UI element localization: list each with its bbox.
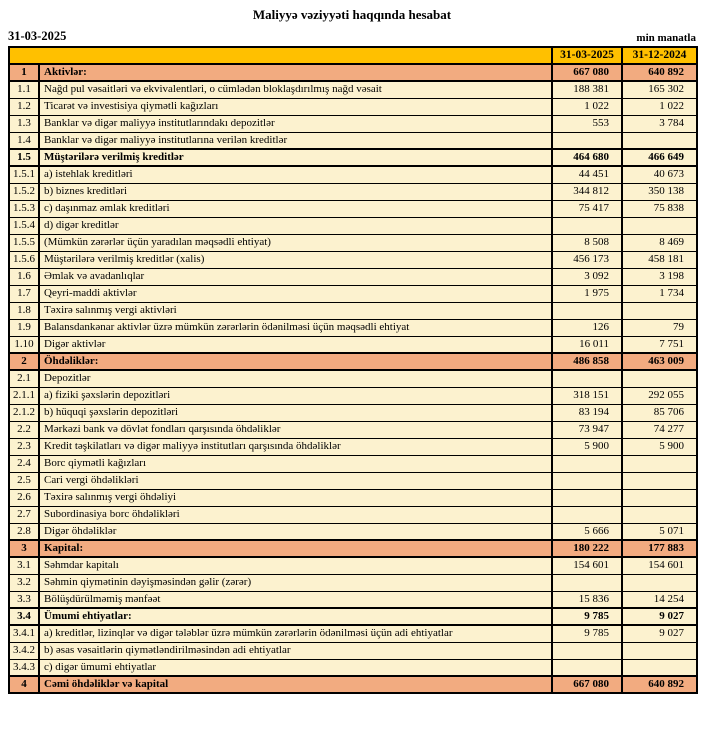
table-row <box>9 353 697 370</box>
table-row <box>9 149 697 166</box>
row-value-current <box>552 659 622 676</box>
row-label: Müştərilərə verilmiş kreditlər (xalis) <box>39 251 552 268</box>
row-label: Cəmi öhdəliklər və kapital <box>39 676 552 693</box>
row-value-previous: 14 254 <box>622 591 697 608</box>
row-label: Kapital: <box>39 540 552 557</box>
row-value-current: 667 080 <box>552 676 622 693</box>
row-value-previous: 154 601 <box>622 557 697 574</box>
row-value-previous: 640 892 <box>622 64 697 81</box>
row-value-previous: 350 138 <box>622 183 697 200</box>
table-row <box>9 98 697 115</box>
row-code: 4 <box>9 676 39 693</box>
row-value-current: 44 451 <box>552 166 622 183</box>
row-value-previous: 640 892 <box>622 676 697 693</box>
row-label: Banklar və digər maliyyə institutlarındakı depozitlər <box>39 115 552 132</box>
row-value-current <box>552 455 622 472</box>
row-value-current: 318 151 <box>552 387 622 404</box>
table-row <box>9 336 697 353</box>
table-row <box>9 421 697 438</box>
report-date: 31-03-2025 <box>8 29 67 43</box>
row-label: Digər aktivlər <box>39 336 552 353</box>
row-code: 3.4 <box>9 608 39 625</box>
row-value-current: 75 417 <box>552 200 622 217</box>
row-value-previous: 5 071 <box>622 523 697 540</box>
row-code: 1.10 <box>9 336 39 353</box>
row-code: 3.4.1 <box>9 625 39 642</box>
table-row <box>9 115 697 132</box>
table-row <box>9 608 697 625</box>
row-value-current: 154 601 <box>552 557 622 574</box>
row-value-previous: 165 302 <box>622 81 697 98</box>
row-code: 1.5.3 <box>9 200 39 217</box>
row-code: 3 <box>9 540 39 557</box>
row-label: Səhmdar kapitalı <box>39 557 552 574</box>
row-label: Öhdəliklər: <box>39 353 552 370</box>
row-value-current <box>552 132 622 149</box>
row-value-current: 3 092 <box>552 268 622 285</box>
row-value-current <box>552 302 622 319</box>
row-label: Ticarət və investisiya qiymətli kağızları <box>39 98 552 115</box>
table-row <box>9 557 697 574</box>
row-value-previous: 466 649 <box>622 149 697 166</box>
row-code: 3.4.3 <box>9 659 39 676</box>
table-row <box>9 166 697 183</box>
row-value-previous: 5 900 <box>622 438 697 455</box>
row-value-previous: 8 469 <box>622 234 697 251</box>
row-code: 3.2 <box>9 574 39 591</box>
table-row <box>9 268 697 285</box>
row-value-current: 464 680 <box>552 149 622 166</box>
row-label: Təxirə salınmış vergi öhdəliyi <box>39 489 552 506</box>
row-value-current <box>552 574 622 591</box>
row-value-previous <box>622 217 697 234</box>
row-code: 1.7 <box>9 285 39 302</box>
row-label: b) əsas vəsaitlərin qiymətləndirilməsindən adi ehtiyatlar <box>39 642 552 659</box>
row-label: b) hüquqi şəxslərin depozitləri <box>39 404 552 421</box>
table-row <box>9 387 697 404</box>
row-code: 2.7 <box>9 506 39 523</box>
row-value-current: 9 785 <box>552 625 622 642</box>
row-value-current: 5 900 <box>552 438 622 455</box>
row-code: 3.1 <box>9 557 39 574</box>
row-value-current: 9 785 <box>552 608 622 625</box>
row-label: Banklar və digər maliyyə institutlarına verilən kreditlər <box>39 132 552 149</box>
row-label: Təxirə salınmış vergi aktivləri <box>39 302 552 319</box>
table-row <box>9 183 697 200</box>
row-label: a) istehlak kreditləri <box>39 166 552 183</box>
row-value-previous: 40 673 <box>622 166 697 183</box>
row-label: Mərkəzi bank və dövlət fondları qarşısında öhdəliklər <box>39 421 552 438</box>
row-code: 2.6 <box>9 489 39 506</box>
financial-position-table <box>8 46 698 694</box>
table-row <box>9 523 697 540</box>
row-code: 2.3 <box>9 438 39 455</box>
row-value-previous: 3 198 <box>622 268 697 285</box>
row-code: 1.3 <box>9 115 39 132</box>
row-label: Cari vergi öhdəlikləri <box>39 472 552 489</box>
row-value-previous: 7 751 <box>622 336 697 353</box>
row-label: Müştərilərə verilmiş kreditlər <box>39 149 552 166</box>
row-code: 2.8 <box>9 523 39 540</box>
table-row <box>9 472 697 489</box>
table-row <box>9 591 697 608</box>
row-value-current: 73 947 <box>552 421 622 438</box>
table-row <box>9 319 697 336</box>
row-value-previous <box>622 659 697 676</box>
table-row <box>9 217 697 234</box>
row-value-previous: 85 706 <box>622 404 697 421</box>
row-label: Balansdankənar aktivlər üzrə mümkün zərərlərin ödənilməsi üçün məqsədli ehtiyat <box>39 319 552 336</box>
row-code: 1.5.2 <box>9 183 39 200</box>
row-code: 2 <box>9 353 39 370</box>
row-code: 1.4 <box>9 132 39 149</box>
row-value-previous <box>622 489 697 506</box>
row-value-current <box>552 472 622 489</box>
row-code: 1.5.4 <box>9 217 39 234</box>
row-value-previous <box>622 574 697 591</box>
row-value-current: 5 666 <box>552 523 622 540</box>
row-value-current: 1 022 <box>552 98 622 115</box>
table-row <box>9 132 697 149</box>
row-label: Əmlak və avadanlıqlar <box>39 268 552 285</box>
table-row <box>9 200 697 217</box>
table-row <box>9 676 697 693</box>
table-row <box>9 81 697 98</box>
row-code: 1.5.1 <box>9 166 39 183</box>
table-row <box>9 574 697 591</box>
row-label: Ümumi ehtiyatlar: <box>39 608 552 625</box>
table-row <box>9 251 697 268</box>
row-code: 3.4.2 <box>9 642 39 659</box>
row-label: a) kreditlər, lizinqlər və digər tələblər üzrə mümkün zərərlərin ödənilməsi üçün adi ehtiyatlar <box>39 625 552 642</box>
row-code: 1.1 <box>9 81 39 98</box>
row-label: Subordinasiya borc öhdəlikləri <box>39 506 552 523</box>
row-value-current: 344 812 <box>552 183 622 200</box>
row-value-previous: 9 027 <box>622 608 697 625</box>
row-value-previous <box>622 132 697 149</box>
table-row <box>9 370 697 387</box>
table-row <box>9 489 697 506</box>
row-label: Aktivlər: <box>39 64 552 81</box>
header-col-previous: 31-12-2024 <box>622 47 697 64</box>
row-code: 1.5.5 <box>9 234 39 251</box>
row-label: c) digər ümumi ehtiyatlar <box>39 659 552 676</box>
row-code: 1.8 <box>9 302 39 319</box>
row-label: Digər öhdəliklər <box>39 523 552 540</box>
row-code: 2.4 <box>9 455 39 472</box>
row-label: Depozitlər <box>39 370 552 387</box>
row-label: Nağd pul vəsaitləri və ekvivalentləri, o cümlədən bloklaşdırılmış nağd vəsait <box>39 81 552 98</box>
row-code: 1.5 <box>9 149 39 166</box>
row-value-current <box>552 370 622 387</box>
row-label: b) biznes kreditləri <box>39 183 552 200</box>
table-row <box>9 64 697 81</box>
row-code: 1 <box>9 64 39 81</box>
row-label: (Mümkün zərərlər üçün yaradılan məqsədli ehtiyat) <box>39 234 552 251</box>
row-value-current: 553 <box>552 115 622 132</box>
row-value-previous: 9 027 <box>622 625 697 642</box>
row-value-current: 83 194 <box>552 404 622 421</box>
row-value-previous <box>622 455 697 472</box>
row-value-current: 8 508 <box>552 234 622 251</box>
row-code: 1.6 <box>9 268 39 285</box>
row-value-previous: 1 022 <box>622 98 697 115</box>
row-label: Kredit təşkilatları və digər maliyyə institutları qarşısında öhdəliklər <box>39 438 552 455</box>
row-label: a) fiziki şəxslərin depozitləri <box>39 387 552 404</box>
row-value-current <box>552 642 622 659</box>
table-row <box>9 642 697 659</box>
report-meta <box>8 29 696 44</box>
row-value-previous <box>622 506 697 523</box>
row-value-previous <box>622 370 697 387</box>
row-code: 1.2 <box>9 98 39 115</box>
header-spacer-cell <box>9 47 552 64</box>
row-value-previous: 79 <box>622 319 697 336</box>
row-value-current: 16 011 <box>552 336 622 353</box>
row-value-previous: 1 734 <box>622 285 697 302</box>
row-value-previous: 3 784 <box>622 115 697 132</box>
row-value-current: 126 <box>552 319 622 336</box>
row-label: Səhmin qiymətinin dəyişməsindən gəlir (zərər) <box>39 574 552 591</box>
row-code: 1.9 <box>9 319 39 336</box>
table-row <box>9 438 697 455</box>
table-row <box>9 285 697 302</box>
row-value-current: 188 381 <box>552 81 622 98</box>
row-value-previous <box>622 642 697 659</box>
row-value-current: 15 836 <box>552 591 622 608</box>
row-code: 3.3 <box>9 591 39 608</box>
row-value-previous: 74 277 <box>622 421 697 438</box>
row-code: 2.5 <box>9 472 39 489</box>
table-row <box>9 404 697 421</box>
row-code: 2.1.2 <box>9 404 39 421</box>
table-row <box>9 455 697 472</box>
row-value-previous <box>622 472 697 489</box>
row-value-previous: 292 055 <box>622 387 697 404</box>
row-value-previous: 463 009 <box>622 353 697 370</box>
row-value-previous <box>622 302 697 319</box>
row-code: 2.1 <box>9 370 39 387</box>
row-value-current <box>552 506 622 523</box>
row-value-previous: 177 883 <box>622 540 697 557</box>
row-value-current <box>552 489 622 506</box>
row-label: Borc qiymətli kağızları <box>39 455 552 472</box>
row-label: d) digər kreditlər <box>39 217 552 234</box>
row-value-current: 180 222 <box>552 540 622 557</box>
row-label: c) daşınmaz əmlak kreditləri <box>39 200 552 217</box>
table-row <box>9 234 697 251</box>
unit-label: min manatla <box>636 32 696 44</box>
row-code: 2.1.1 <box>9 387 39 404</box>
table-row <box>9 302 697 319</box>
row-label: Qeyri-maddi aktivlər <box>39 285 552 302</box>
row-value-current: 486 858 <box>552 353 622 370</box>
row-code: 2.2 <box>9 421 39 438</box>
table-row <box>9 540 697 557</box>
row-value-previous: 75 838 <box>622 200 697 217</box>
header-col-current: 31-03-2025 <box>552 47 622 64</box>
row-value-current: 456 173 <box>552 251 622 268</box>
row-value-current <box>552 217 622 234</box>
row-code: 1.5.6 <box>9 251 39 268</box>
table-row <box>9 625 697 642</box>
row-label: Bölüşdürülməmiş mənfəət <box>39 591 552 608</box>
row-value-current: 667 080 <box>552 64 622 81</box>
row-value-current: 1 975 <box>552 285 622 302</box>
report-title: Maliyyə vəziyyəti haqqında hesabat <box>252 7 452 22</box>
table-header-row <box>9 47 697 64</box>
row-value-previous: 458 181 <box>622 251 697 268</box>
table-row <box>9 506 697 523</box>
table-row <box>9 659 697 676</box>
